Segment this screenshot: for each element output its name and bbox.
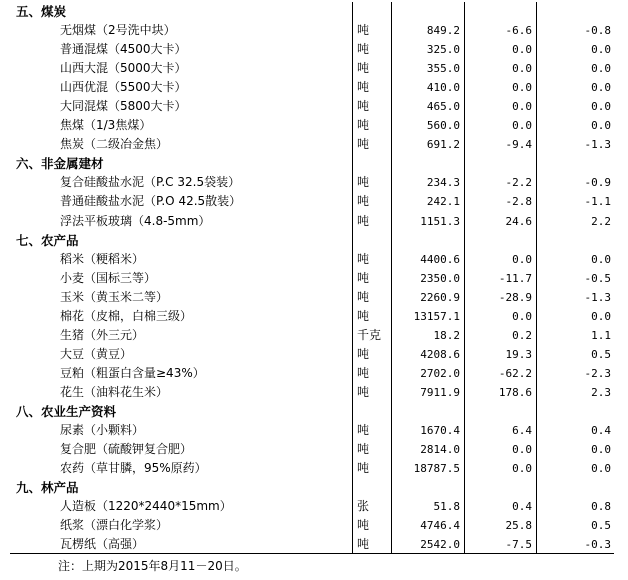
change-cell: 0.0 <box>512 119 532 133</box>
change-cell: 0.0 <box>512 443 532 457</box>
price-cell: 465.0 <box>426 100 460 114</box>
unit-cell: 吨 <box>357 384 370 399</box>
section-header-row <box>12 231 614 250</box>
item-name: 生猪（外三元） <box>60 327 145 342</box>
section-header-row <box>12 402 614 421</box>
unit-cell: 张 <box>357 499 370 514</box>
section-title: 九、林产品 <box>16 480 79 496</box>
section-title: 六、非金属建材 <box>16 156 104 172</box>
table-row <box>12 173 614 192</box>
section-title: 五、煤炭 <box>16 4 67 19</box>
table-row <box>12 535 614 554</box>
price-cell: 2542.0 <box>420 538 460 552</box>
table-row <box>12 307 614 326</box>
change-pct-cell: 2.2 <box>591 214 611 228</box>
unit-cell: 吨 <box>357 270 370 285</box>
price-cell: 18.2 <box>433 328 460 342</box>
table-row <box>12 516 614 535</box>
item-name: 人造板（1220*2440*15mm） <box>60 499 232 514</box>
change-pct-cell: 2.3 <box>591 385 611 399</box>
column-divider-unit-price <box>391 2 392 553</box>
change-pct-cell: -0.8 <box>584 24 611 38</box>
price-cell: 2814.0 <box>420 443 460 457</box>
price-cell: 18787.5 <box>413 462 460 476</box>
price-cell: 51.8 <box>433 500 460 514</box>
price-cell: 325.0 <box>426 43 460 57</box>
price-cell: 691.2 <box>426 138 460 152</box>
price-cell: 234.3 <box>426 176 460 190</box>
table-row <box>12 78 614 97</box>
table-row <box>12 40 614 59</box>
item-name: 纸浆（漂白化学浆） <box>60 518 169 533</box>
change-pct-cell: -1.3 <box>584 138 611 152</box>
unit-cell: 吨 <box>357 175 370 190</box>
unit-cell: 吨 <box>357 365 370 380</box>
change-cell: -28.9 <box>498 290 532 304</box>
item-name: 玉米（黄玉米二等） <box>60 289 169 304</box>
column-divider-name-unit <box>352 2 353 553</box>
change-cell: 0.0 <box>512 462 532 476</box>
item-name: 山西大混（5000大卡） <box>60 61 187 76</box>
price-cell: 1670.4 <box>420 424 460 438</box>
item-name: 大豆（黄豆） <box>60 346 133 361</box>
change-pct-cell: -0.3 <box>584 538 611 552</box>
table-row <box>12 288 614 307</box>
table-row <box>12 192 614 211</box>
item-name: 无烟煤（2号洗中块） <box>60 23 176 38</box>
price-cell: 2702.0 <box>420 366 460 380</box>
change-cell: -9.4 <box>505 138 532 152</box>
unit-cell: 吨 <box>357 99 370 114</box>
item-name: 大同混煤（5800大卡） <box>60 99 187 114</box>
change-cell: -2.2 <box>505 176 532 190</box>
table-row <box>12 345 614 364</box>
change-pct-cell: 0.0 <box>591 462 611 476</box>
table-row <box>12 440 614 459</box>
unit-cell: 吨 <box>357 42 370 57</box>
section-header-row <box>12 154 614 173</box>
unit-cell: 吨 <box>357 346 370 361</box>
table-footnote: 注：上期为2015年8月11－20日。 <box>58 559 247 573</box>
item-name: 花生（油料花生米） <box>60 384 169 399</box>
table-row <box>12 269 614 288</box>
change-pct-cell: 0.0 <box>591 309 611 323</box>
unit-cell: 吨 <box>357 442 370 457</box>
change-pct-cell: 0.0 <box>591 100 611 114</box>
column-divider-price-change <box>464 2 465 553</box>
price-cell: 2260.9 <box>420 290 460 304</box>
table-row <box>12 116 614 135</box>
price-cell: 1151.3 <box>420 214 460 228</box>
column-divider-change-pct <box>536 2 537 553</box>
change-cell: 0.0 <box>512 43 532 57</box>
change-pct-cell: 0.0 <box>591 81 611 95</box>
table-row <box>12 59 614 78</box>
item-name: 棉花（皮棉，白棉三级） <box>60 308 193 323</box>
price-cell: 4400.6 <box>420 252 460 266</box>
item-name: 尿素（小颗料） <box>60 423 145 438</box>
change-cell: -62.2 <box>498 366 532 380</box>
item-name: 瓦楞纸（高强） <box>60 537 145 552</box>
change-cell: 0.0 <box>512 81 532 95</box>
change-cell: 19.3 <box>505 347 532 361</box>
change-cell: -11.7 <box>498 271 532 285</box>
section-header-row <box>12 2 614 21</box>
item-name: 山西优混（5500大卡） <box>60 80 187 95</box>
change-pct-cell: 0.0 <box>591 62 611 76</box>
item-name: 复合硅酸盐水泥（P.C 32.5袋装） <box>60 175 241 190</box>
change-cell: 178.6 <box>498 385 532 399</box>
item-name: 豆粕（粗蛋白含量≥43%） <box>60 365 205 380</box>
price-cell: 410.0 <box>426 81 460 95</box>
price-cell: 4208.6 <box>420 347 460 361</box>
item-name: 复合肥（硫酸钾复合肥） <box>60 442 193 457</box>
table-bottom-border <box>10 553 614 554</box>
item-name: 浮法平板玻璃（4.8-5mm） <box>60 213 211 228</box>
unit-cell: 吨 <box>357 80 370 95</box>
change-pct-cell: 0.0 <box>591 252 611 266</box>
unit-cell: 吨 <box>357 137 370 152</box>
section-title: 七、农产品 <box>16 232 79 248</box>
unit-cell: 吨 <box>357 289 370 304</box>
item-name: 焦煤（1/3焦煤） <box>60 118 152 133</box>
unit-cell: 吨 <box>357 194 370 209</box>
change-cell: 0.4 <box>512 500 532 514</box>
price-cell: 849.2 <box>426 24 460 38</box>
section-header-row <box>12 478 614 497</box>
change-cell: 25.8 <box>505 519 532 533</box>
unit-cell: 吨 <box>357 251 370 266</box>
unit-cell: 千克 <box>357 327 382 342</box>
unit-cell: 吨 <box>357 308 370 323</box>
change-pct-cell: 0.8 <box>591 500 611 514</box>
table-row <box>12 250 614 269</box>
item-name: 普通硅酸盐水泥（P.O 42.5散装） <box>60 194 242 209</box>
change-cell: 0.0 <box>512 100 532 114</box>
change-pct-cell: 0.5 <box>591 347 611 361</box>
price-table <box>12 2 614 554</box>
section-title: 八、农业生产资料 <box>16 403 117 419</box>
item-name: 焦炭（二级冶金焦） <box>60 137 169 152</box>
table-row <box>12 212 614 231</box>
change-cell: 0.0 <box>512 252 532 266</box>
price-cell: 560.0 <box>426 119 460 133</box>
table-row <box>12 459 614 478</box>
change-pct-cell: -1.3 <box>584 290 611 304</box>
change-pct-cell: -1.1 <box>584 195 611 209</box>
item-name: 普通混煤（4500大卡） <box>60 42 187 57</box>
price-cell: 4746.4 <box>420 519 460 533</box>
change-cell: 0.0 <box>512 62 532 76</box>
change-cell: 6.4 <box>512 424 532 438</box>
unit-cell: 吨 <box>357 518 370 533</box>
unit-cell: 吨 <box>357 537 370 552</box>
table-row <box>12 497 614 516</box>
change-pct-cell: 0.0 <box>591 119 611 133</box>
price-cell: 7911.9 <box>420 385 460 399</box>
table-row <box>12 364 614 383</box>
unit-cell: 吨 <box>357 461 370 476</box>
unit-cell: 吨 <box>357 23 370 38</box>
change-pct-cell: 0.5 <box>591 519 611 533</box>
change-pct-cell: -0.5 <box>584 271 611 285</box>
price-cell: 2350.0 <box>420 271 460 285</box>
change-pct-cell: 0.0 <box>591 443 611 457</box>
table-row <box>12 326 614 345</box>
unit-cell: 吨 <box>357 213 370 228</box>
unit-cell: 吨 <box>357 118 370 133</box>
change-cell: 0.2 <box>512 328 532 342</box>
item-name: 农药（草甘膦，95%原药） <box>60 461 207 476</box>
table-row <box>12 21 614 40</box>
table-row <box>12 421 614 440</box>
price-cell: 13157.1 <box>413 309 460 323</box>
item-name: 稻米（粳稻米） <box>60 251 145 266</box>
unit-cell: 吨 <box>357 423 370 438</box>
unit-cell: 吨 <box>357 61 370 76</box>
change-cell: 24.6 <box>505 214 532 228</box>
change-cell: -6.6 <box>505 24 532 38</box>
change-pct-cell: 1.1 <box>591 328 611 342</box>
price-cell: 355.0 <box>426 62 460 76</box>
change-pct-cell: -0.9 <box>584 176 611 190</box>
item-name: 小麦（国标三等） <box>60 270 157 285</box>
table-row <box>12 97 614 116</box>
change-pct-cell: -2.3 <box>584 366 611 380</box>
change-pct-cell: 0.4 <box>591 424 611 438</box>
table-row <box>12 135 614 154</box>
table-row <box>12 383 614 402</box>
change-cell: 0.0 <box>512 309 532 323</box>
change-cell: -2.8 <box>505 195 532 209</box>
price-cell: 242.1 <box>426 195 460 209</box>
change-pct-cell: 0.0 <box>591 43 611 57</box>
change-cell: -7.5 <box>505 538 532 552</box>
